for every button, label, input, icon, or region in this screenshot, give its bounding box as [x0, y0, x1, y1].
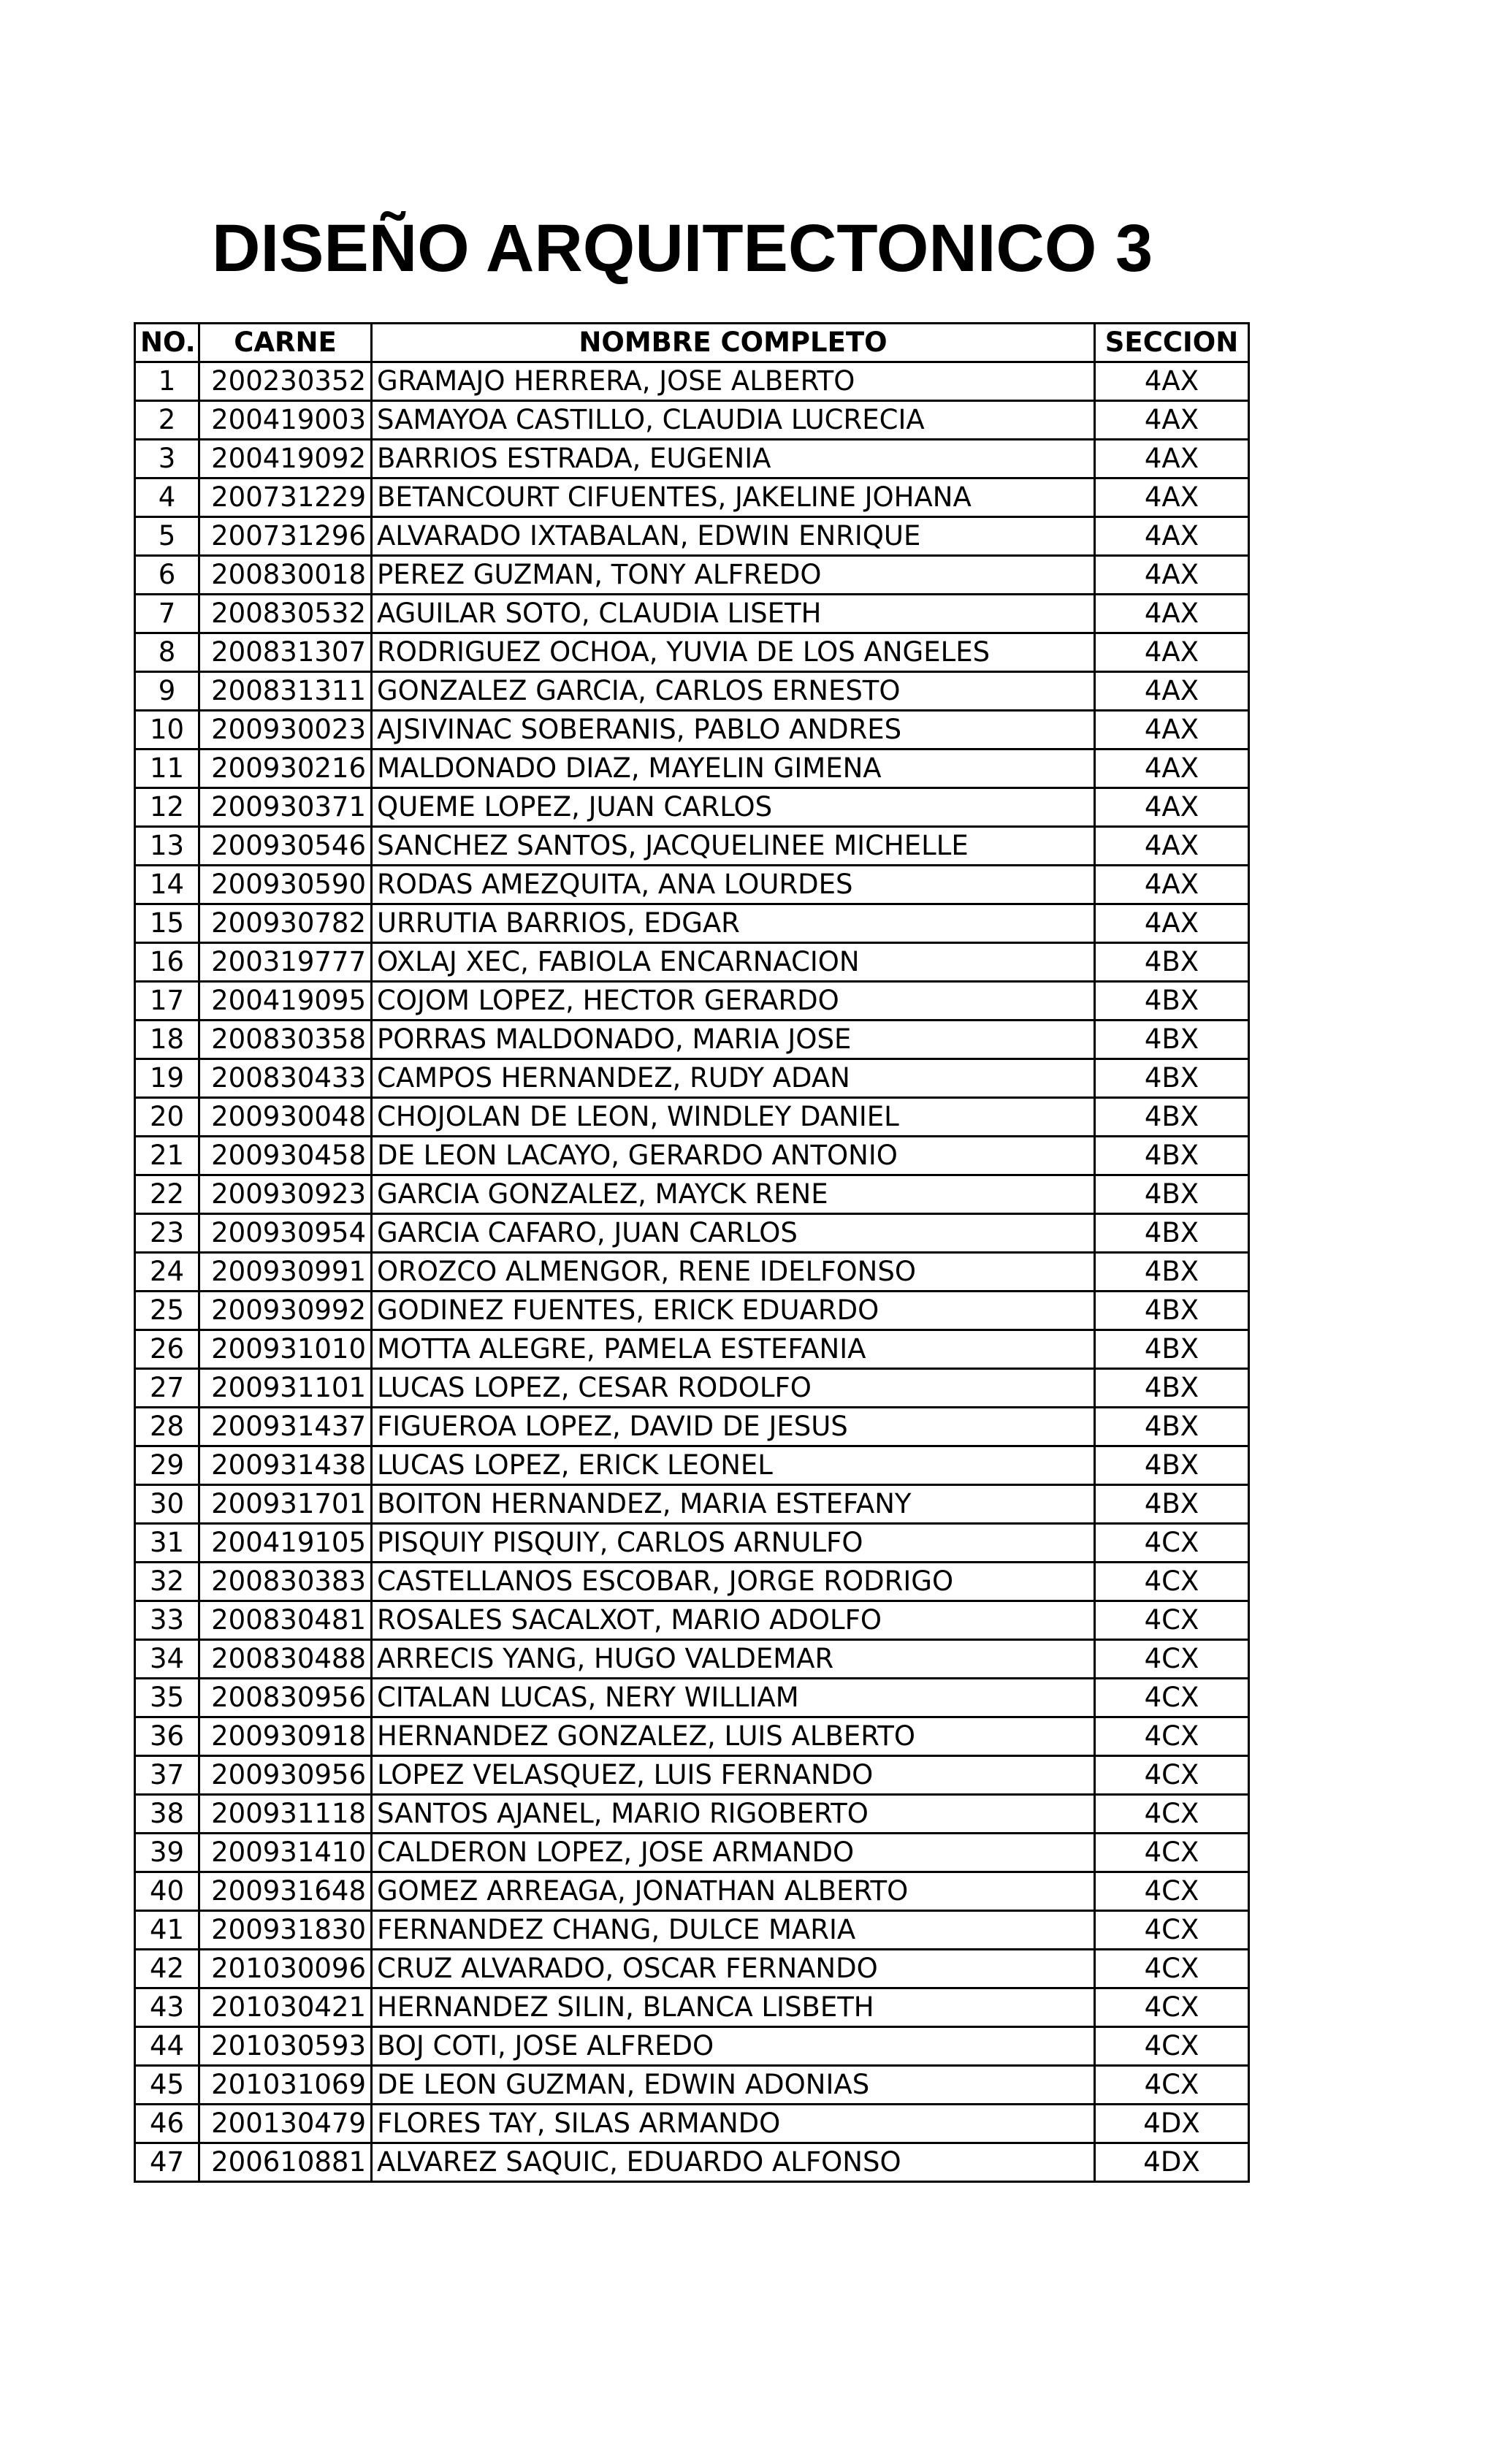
cell-name: BARRIOS ESTRADA, EUGENIA	[372, 440, 1095, 478]
cell-no: 44	[135, 2027, 199, 2066]
cell-name: URRUTIA BARRIOS, EDGAR	[372, 904, 1095, 943]
table-row	[135, 362, 1249, 401]
header-carne: CARNE	[199, 324, 372, 362]
cell-carne: 200830488	[199, 1640, 372, 1679]
cell-no: 1	[135, 362, 199, 401]
table-row	[135, 866, 1249, 904]
cell-name: GODINEZ FUENTES, ERICK EDUARDO	[372, 1292, 1095, 1330]
cell-no: 20	[135, 1098, 199, 1137]
cell-name: PEREZ GUZMAN, TONY ALFREDO	[372, 556, 1095, 595]
table-row	[135, 595, 1249, 633]
table-row	[135, 1988, 1249, 2027]
cell-carne: 200419105	[199, 1524, 372, 1563]
table-body	[135, 362, 1249, 2182]
cell-name: ALVARADO IXTABALAN, EDWIN ENRIQUE	[372, 517, 1095, 556]
cell-carne: 200930991	[199, 1253, 372, 1292]
cell-name: LUCAS LOPEZ, ERICK LEONEL	[372, 1446, 1095, 1485]
table-row	[135, 1834, 1249, 1872]
cell-section: 4AX	[1095, 556, 1249, 595]
cell-carne: 200130479	[199, 2105, 372, 2143]
cell-section: 4CX	[1095, 1756, 1249, 1795]
cell-no: 41	[135, 1911, 199, 1950]
cell-carne: 200930782	[199, 904, 372, 943]
cell-no: 8	[135, 633, 199, 672]
cell-carne: 200931830	[199, 1911, 372, 1950]
cell-name: PISQUIY PISQUIY, CARLOS ARNULFO	[372, 1524, 1095, 1563]
table-row	[135, 1446, 1249, 1485]
table-row	[135, 672, 1249, 711]
table-row	[135, 2027, 1249, 2066]
cell-name: AJSIVINAC SOBERANIS, PABLO ANDRES	[372, 711, 1095, 750]
table-row	[135, 1253, 1249, 1292]
table-row	[135, 1679, 1249, 1717]
cell-no: 32	[135, 1563, 199, 1601]
cell-carne: 200931648	[199, 1872, 372, 1911]
cell-section: 4BX	[1095, 982, 1249, 1021]
cell-no: 34	[135, 1640, 199, 1679]
header-section: SECCION	[1095, 324, 1249, 362]
cell-section: 4AX	[1095, 440, 1249, 478]
cell-carne: 200830358	[199, 1021, 372, 1059]
cell-name: QUEME LOPEZ, JUAN CARLOS	[372, 788, 1095, 827]
cell-carne: 201030593	[199, 2027, 372, 2066]
table-row	[135, 1292, 1249, 1330]
cell-no: 17	[135, 982, 199, 1021]
cell-section: 4CX	[1095, 1679, 1249, 1717]
cell-name: FERNANDEZ CHANG, DULCE MARIA	[372, 1911, 1095, 1950]
cell-name: GARCIA GONZALEZ, MAYCK RENE	[372, 1175, 1095, 1214]
cell-section: 4BX	[1095, 1098, 1249, 1137]
cell-no: 23	[135, 1214, 199, 1253]
cell-section: 4AX	[1095, 362, 1249, 401]
cell-name: DE LEON GUZMAN, EDWIN ADONIAS	[372, 2066, 1095, 2105]
cell-no: 21	[135, 1137, 199, 1175]
cell-carne: 200930590	[199, 866, 372, 904]
table-row	[135, 556, 1249, 595]
cell-section: 4CX	[1095, 1950, 1249, 1988]
table-row	[135, 827, 1249, 866]
cell-carne: 200930918	[199, 1717, 372, 1756]
cell-section: 4AX	[1095, 401, 1249, 440]
cell-no: 9	[135, 672, 199, 711]
cell-name: DE LEON LACAYO, GERARDO ANTONIO	[372, 1137, 1095, 1175]
cell-no: 11	[135, 750, 199, 788]
cell-name: SAMAYOA CASTILLO, CLAUDIA LUCRECIA	[372, 401, 1095, 440]
cell-no: 16	[135, 943, 199, 982]
table-row	[135, 1330, 1249, 1369]
cell-no: 47	[135, 2143, 199, 2182]
cell-carne: 200930956	[199, 1756, 372, 1795]
cell-section: 4AX	[1095, 711, 1249, 750]
cell-section: 4BX	[1095, 1485, 1249, 1524]
cell-section: 4DX	[1095, 2143, 1249, 2182]
cell-carne: 200931437	[199, 1408, 372, 1446]
cell-section: 4CX	[1095, 1795, 1249, 1834]
table-row	[135, 2066, 1249, 2105]
cell-section: 4BX	[1095, 1137, 1249, 1175]
cell-name: AGUILAR SOTO, CLAUDIA LISETH	[372, 595, 1095, 633]
cell-name: OXLAJ XEC, FABIOLA ENCARNACION	[372, 943, 1095, 982]
cell-section: 4AX	[1095, 517, 1249, 556]
table-row	[135, 1911, 1249, 1950]
cell-name: BOJ COTI, JOSE ALFREDO	[372, 2027, 1095, 2066]
cell-no: 27	[135, 1369, 199, 1408]
cell-no: 19	[135, 1059, 199, 1098]
cell-name: HERNANDEZ GONZALEZ, LUIS ALBERTO	[372, 1717, 1095, 1756]
cell-no: 7	[135, 595, 199, 633]
cell-no: 30	[135, 1485, 199, 1524]
cell-name: LUCAS LOPEZ, CESAR RODOLFO	[372, 1369, 1095, 1408]
cell-carne: 200831311	[199, 672, 372, 711]
cell-no: 15	[135, 904, 199, 943]
cell-section: 4CX	[1095, 2066, 1249, 2105]
cell-carne: 200930954	[199, 1214, 372, 1253]
cell-carne: 200930216	[199, 750, 372, 788]
table-row	[135, 440, 1249, 478]
cell-section: 4AX	[1095, 672, 1249, 711]
cell-section: 4BX	[1095, 1446, 1249, 1485]
cell-section: 4CX	[1095, 1834, 1249, 1872]
cell-carne: 200230352	[199, 362, 372, 401]
cell-carne: 200930923	[199, 1175, 372, 1214]
cell-section: 4BX	[1095, 943, 1249, 982]
student-table	[134, 322, 1250, 2183]
cell-carne: 200930546	[199, 827, 372, 866]
cell-section: 4AX	[1095, 866, 1249, 904]
cell-section: 4CX	[1095, 1563, 1249, 1601]
table-row	[135, 1640, 1249, 1679]
cell-no: 37	[135, 1756, 199, 1795]
cell-no: 14	[135, 866, 199, 904]
cell-no: 26	[135, 1330, 199, 1369]
cell-section: 4CX	[1095, 1872, 1249, 1911]
cell-carne: 200419095	[199, 982, 372, 1021]
table-row	[135, 1098, 1249, 1137]
table-row	[135, 1214, 1249, 1253]
table-row	[135, 1795, 1249, 1834]
cell-carne: 200930458	[199, 1137, 372, 1175]
header-name: NOMBRE COMPLETO	[372, 324, 1095, 362]
cell-carne: 200419003	[199, 401, 372, 440]
cell-name: RODRIGUEZ OCHOA, YUVIA DE LOS ANGELES	[372, 633, 1095, 672]
cell-no: 22	[135, 1175, 199, 1214]
cell-section: 4BX	[1095, 1253, 1249, 1292]
cell-carne: 200931118	[199, 1795, 372, 1834]
cell-section: 4AX	[1095, 827, 1249, 866]
cell-section: 4CX	[1095, 2027, 1249, 2066]
cell-carne: 200931101	[199, 1369, 372, 1408]
cell-no: 2	[135, 401, 199, 440]
cell-no: 43	[135, 1988, 199, 2027]
cell-no: 35	[135, 1679, 199, 1717]
cell-name: CRUZ ALVARADO, OSCAR FERNANDO	[372, 1950, 1095, 1988]
table-row	[135, 788, 1249, 827]
cell-section: 4DX	[1095, 2105, 1249, 2143]
table-row	[135, 1563, 1249, 1601]
cell-carne: 200931410	[199, 1834, 372, 1872]
cell-carne: 200830532	[199, 595, 372, 633]
cell-section: 4CX	[1095, 1988, 1249, 2027]
cell-name: GARCIA CAFARO, JUAN CARLOS	[372, 1214, 1095, 1253]
cell-carne: 200930371	[199, 788, 372, 827]
cell-section: 4CX	[1095, 1717, 1249, 1756]
cell-no: 24	[135, 1253, 199, 1292]
cell-no: 36	[135, 1717, 199, 1756]
cell-name: PORRAS MALDONADO, MARIA JOSE	[372, 1021, 1095, 1059]
cell-name: SANTOS AJANEL, MARIO RIGOBERTO	[372, 1795, 1095, 1834]
cell-no: 46	[135, 2105, 199, 2143]
cell-section: 4CX	[1095, 1524, 1249, 1563]
cell-section: 4BX	[1095, 1408, 1249, 1446]
table-row	[135, 750, 1249, 788]
cell-carne: 200830383	[199, 1563, 372, 1601]
cell-carne: 200830481	[199, 1601, 372, 1640]
header-row	[135, 324, 1249, 362]
cell-name: CAMPOS HERNANDEZ, RUDY ADAN	[372, 1059, 1095, 1098]
cell-no: 31	[135, 1524, 199, 1563]
cell-section: 4BX	[1095, 1369, 1249, 1408]
cell-no: 45	[135, 2066, 199, 2105]
table-row	[135, 517, 1249, 556]
table-row	[135, 943, 1249, 982]
table-row	[135, 1950, 1249, 1988]
cell-section: 4BX	[1095, 1292, 1249, 1330]
cell-name: ROSALES SACALXOT, MARIO ADOLFO	[372, 1601, 1095, 1640]
cell-name: GRAMAJO HERRERA, JOSE ALBERTO	[372, 362, 1095, 401]
cell-carne: 200930023	[199, 711, 372, 750]
cell-section: 4CX	[1095, 1640, 1249, 1679]
cell-carne: 201030421	[199, 1988, 372, 2027]
cell-carne: 201031069	[199, 2066, 372, 2105]
table-row	[135, 1369, 1249, 1408]
cell-no: 18	[135, 1021, 199, 1059]
table-row	[135, 1756, 1249, 1795]
cell-section: 4BX	[1095, 1175, 1249, 1214]
cell-carne: 200830433	[199, 1059, 372, 1098]
cell-name: GONZALEZ GARCIA, CARLOS ERNESTO	[372, 672, 1095, 711]
cell-carne: 200830956	[199, 1679, 372, 1717]
cell-section: 4AX	[1095, 904, 1249, 943]
cell-carne: 200731229	[199, 478, 372, 517]
cell-no: 5	[135, 517, 199, 556]
cell-section: 4BX	[1095, 1330, 1249, 1369]
page-title: DISEÑO ARQUITECTONICO 3	[212, 211, 1153, 286]
cell-name: BOITON HERNANDEZ, MARIA ESTEFANY	[372, 1485, 1095, 1524]
table-row	[135, 1485, 1249, 1524]
cell-name: ALVAREZ SAQUIC, EDUARDO ALFONSO	[372, 2143, 1095, 2182]
cell-section: 4CX	[1095, 1601, 1249, 1640]
cell-section: 4BX	[1095, 1214, 1249, 1253]
table-row	[135, 633, 1249, 672]
table-row	[135, 401, 1249, 440]
table-row	[135, 1021, 1249, 1059]
cell-no: 39	[135, 1834, 199, 1872]
cell-carne: 200830018	[199, 556, 372, 595]
table-row	[135, 1408, 1249, 1446]
cell-no: 38	[135, 1795, 199, 1834]
cell-carne: 200731296	[199, 517, 372, 556]
table-row	[135, 2143, 1249, 2182]
table-row	[135, 1717, 1249, 1756]
cell-no: 25	[135, 1292, 199, 1330]
cell-carne: 200931438	[199, 1446, 372, 1485]
cell-carne: 200610881	[199, 2143, 372, 2182]
cell-name: SANCHEZ SANTOS, JACQUELINEE MICHELLE	[372, 827, 1095, 866]
table-row	[135, 2105, 1249, 2143]
cell-carne: 200930992	[199, 1292, 372, 1330]
cell-no: 12	[135, 788, 199, 827]
cell-section: 4CX	[1095, 1911, 1249, 1950]
cell-name: LOPEZ VELASQUEZ, LUIS FERNANDO	[372, 1756, 1095, 1795]
cell-name: OROZCO ALMENGOR, RENE IDELFONSO	[372, 1253, 1095, 1292]
cell-carne: 200319777	[199, 943, 372, 982]
cell-section: 4AX	[1095, 595, 1249, 633]
table-row	[135, 904, 1249, 943]
cell-name: HERNANDEZ SILIN, BLANCA LISBETH	[372, 1988, 1095, 2027]
cell-name: COJOM LOPEZ, HECTOR GERARDO	[372, 982, 1095, 1021]
cell-name: ARRECIS YANG, HUGO VALDEMAR	[372, 1640, 1095, 1679]
cell-section: 4AX	[1095, 478, 1249, 517]
cell-section: 4AX	[1095, 750, 1249, 788]
cell-name: CITALAN LUCAS, NERY WILLIAM	[372, 1679, 1095, 1717]
table-header	[135, 324, 1249, 362]
table-row	[135, 1601, 1249, 1640]
cell-no: 6	[135, 556, 199, 595]
cell-name: CALDERON LOPEZ, JOSE ARMANDO	[372, 1834, 1095, 1872]
cell-no: 42	[135, 1950, 199, 1988]
cell-carne: 200419092	[199, 440, 372, 478]
table-row	[135, 982, 1249, 1021]
table-row	[135, 1524, 1249, 1563]
cell-carne: 201030096	[199, 1950, 372, 1988]
cell-section: 4AX	[1095, 633, 1249, 672]
table-row	[135, 1137, 1249, 1175]
cell-name: RODAS AMEZQUITA, ANA LOURDES	[372, 866, 1095, 904]
cell-name: BETANCOURT CIFUENTES, JAKELINE JOHANA	[372, 478, 1095, 517]
cell-no: 3	[135, 440, 199, 478]
cell-name: MOTTA ALEGRE, PAMELA ESTEFANIA	[372, 1330, 1095, 1369]
cell-name: FLORES TAY, SILAS ARMANDO	[372, 2105, 1095, 2143]
table-row	[135, 1872, 1249, 1911]
cell-carne: 200931010	[199, 1330, 372, 1369]
cell-section: 4BX	[1095, 1059, 1249, 1098]
cell-no: 4	[135, 478, 199, 517]
cell-section: 4BX	[1095, 1021, 1249, 1059]
cell-no: 10	[135, 711, 199, 750]
cell-name: FIGUEROA LOPEZ, DAVID DE JESUS	[372, 1408, 1095, 1446]
table-row	[135, 478, 1249, 517]
cell-carne: 200931701	[199, 1485, 372, 1524]
cell-no: 28	[135, 1408, 199, 1446]
header-no: NO.	[135, 324, 199, 362]
cell-carne: 200930048	[199, 1098, 372, 1137]
cell-carne: 200831307	[199, 633, 372, 672]
cell-no: 29	[135, 1446, 199, 1485]
cell-name: CASTELLANOS ESCOBAR, JORGE RODRIGO	[372, 1563, 1095, 1601]
cell-section: 4AX	[1095, 788, 1249, 827]
table-row	[135, 1059, 1249, 1098]
cell-no: 33	[135, 1601, 199, 1640]
cell-name: MALDONADO DIAZ, MAYELIN GIMENA	[372, 750, 1095, 788]
table-row	[135, 711, 1249, 750]
cell-no: 40	[135, 1872, 199, 1911]
cell-name: CHOJOLAN DE LEON, WINDLEY DANIEL	[372, 1098, 1095, 1137]
cell-name: GOMEZ ARREAGA, JONATHAN ALBERTO	[372, 1872, 1095, 1911]
cell-no: 13	[135, 827, 199, 866]
table-row	[135, 1175, 1249, 1214]
